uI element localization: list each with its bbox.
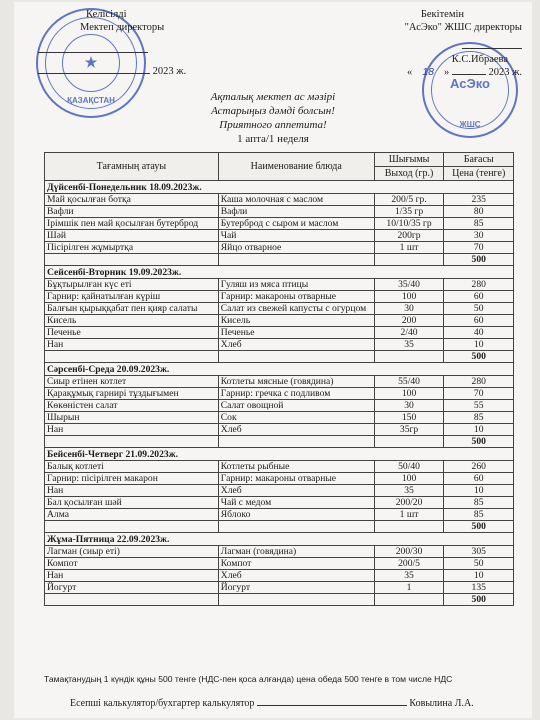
- approval-block-left: [38, 8, 186, 78]
- dish-name-kz: Балық котлеті: [45, 461, 219, 473]
- dish-yield: 50/40: [374, 461, 444, 473]
- menu-row: [45, 303, 514, 315]
- dish-yield: 1 шт: [374, 509, 444, 521]
- empty-cell: [218, 351, 374, 363]
- dish-name-ru: Компот: [218, 558, 374, 570]
- dish-price: 10: [444, 570, 514, 582]
- dish-price: 50: [444, 558, 514, 570]
- dish-yield: 35/40: [374, 279, 444, 291]
- price-note: Тамақтанудың 1 күндік құны 500 тенге (НДС-пен қоса алғанда) цена обеда 500 тенге в том числе НДС: [44, 674, 453, 684]
- dish-price: 80: [444, 206, 514, 218]
- col-header-price-kz: Бағасы: [444, 153, 514, 167]
- empty-cell: [45, 254, 219, 266]
- approval-day: 18: [422, 66, 434, 78]
- dish-price: 260: [444, 461, 514, 473]
- dish-name-kz: Кисель: [45, 315, 219, 327]
- dish-name-ru: Хлеб: [218, 339, 374, 351]
- empty-cell: [374, 351, 444, 363]
- dish-name-ru: Чай с медом: [218, 497, 374, 509]
- dish-name-ru: Бутерброд с сыром и маслом: [218, 218, 374, 230]
- day-header-row: [45, 266, 514, 279]
- dish-name-kz: Нан: [45, 424, 219, 436]
- agreed-label: Келісілді: [86, 9, 127, 20]
- day-total-row: [45, 351, 514, 363]
- menu-row: [45, 376, 514, 388]
- dish-yield: 55/40: [374, 376, 444, 388]
- day-total: 500: [444, 436, 514, 448]
- dish-price: 85: [444, 509, 514, 521]
- day-title: Сейсенбі-Вторник 19.09.2023ж.: [45, 266, 514, 279]
- dish-name-kz: Көкөністен салат: [45, 400, 219, 412]
- dish-price: 280: [444, 279, 514, 291]
- menu-row: [45, 473, 514, 485]
- dish-price: 85: [444, 497, 514, 509]
- day-total-row: [45, 436, 514, 448]
- day-total-row: [45, 254, 514, 266]
- menu-row: [45, 412, 514, 424]
- dish-price: 10: [444, 485, 514, 497]
- menu-row: [45, 206, 514, 218]
- dish-name-kz: Бал қосылған шәй: [45, 497, 219, 509]
- dish-price: 235: [444, 194, 514, 206]
- dish-name-ru: Салат из свежей капусты с огурцом: [218, 303, 374, 315]
- day-title: Бейсенбі-Четверг 21.09.2023ж.: [45, 448, 514, 461]
- dish-yield: 35: [374, 485, 444, 497]
- day-title: Сәрсенбі-Среда 20.09.2023ж.: [45, 363, 514, 376]
- dish-price: 85: [444, 218, 514, 230]
- dish-price: 60: [444, 291, 514, 303]
- dish-name-kz: Шырын: [45, 412, 219, 424]
- dish-name-kz: Сиыр етінен котлет: [45, 376, 219, 388]
- dish-yield: 200: [374, 315, 444, 327]
- empty-cell: [374, 436, 444, 448]
- dish-name-kz: Гарнир: қайнатылған күріш: [45, 291, 219, 303]
- day-header-row: [45, 448, 514, 461]
- dish-price: 60: [444, 315, 514, 327]
- left-school-seal: ★ ҚАЗАҚСТАН: [36, 8, 146, 118]
- menu-row: [45, 339, 514, 351]
- menu-row: [45, 558, 514, 570]
- dish-name-ru: Гуляш из мяса птицы: [218, 279, 374, 291]
- col-header-price-ru: Цена (тенге): [444, 167, 514, 181]
- dish-name-kz: Шәй: [45, 230, 219, 242]
- menu-row: [45, 230, 514, 242]
- day-total-row: [45, 594, 514, 606]
- day-total: 500: [444, 594, 514, 606]
- dish-yield: 1 шт: [374, 242, 444, 254]
- dish-name-kz: Нан: [45, 485, 219, 497]
- dish-price: 30: [444, 230, 514, 242]
- dish-name-ru: Сок: [218, 412, 374, 424]
- dish-name-ru: Котлеты мясные (говядина): [218, 376, 374, 388]
- dish-name-kz: Йогурт: [45, 582, 219, 594]
- dish-name-kz: Қарақұмық гарнирі тұздығымен: [45, 388, 219, 400]
- dish-name-ru: Йогурт: [218, 582, 374, 594]
- dish-yield: 200гр: [374, 230, 444, 242]
- empty-cell: [45, 351, 219, 363]
- menu-table: [44, 152, 514, 606]
- empty-cell: [374, 254, 444, 266]
- dish-name-kz: Алма: [45, 509, 219, 521]
- menu-row: [45, 327, 514, 339]
- day-total-row: [45, 521, 514, 533]
- director-name: К.С.Ибраева: [451, 54, 508, 65]
- dish-name-ru: Кисель: [218, 315, 374, 327]
- dish-name-ru: Салат овощной: [218, 400, 374, 412]
- bon-appetit-kz: Астарыңыз дәмді болсын!: [211, 105, 335, 117]
- dish-yield: 10/10/35 гр: [374, 218, 444, 230]
- menu-row: [45, 388, 514, 400]
- dish-name-ru: Чай: [218, 230, 374, 242]
- dish-name-ru: Хлеб: [218, 424, 374, 436]
- dish-yield: 200/5: [374, 558, 444, 570]
- dish-yield: 30: [374, 400, 444, 412]
- dish-name-ru: Каша молочная с маслом: [218, 194, 374, 206]
- dish-price: 280: [444, 376, 514, 388]
- dish-yield: 200/30: [374, 546, 444, 558]
- dish-yield: 100: [374, 291, 444, 303]
- right-company-seal: АсЭко ЖШС: [422, 42, 518, 138]
- dish-yield: 35гр: [374, 424, 444, 436]
- accountant-label: Есепші калькулятор/бухгартер калькулятор: [70, 698, 255, 709]
- menu-document: [14, 2, 532, 718]
- dish-name-ru: Вафли: [218, 206, 374, 218]
- dish-price: 85: [444, 412, 514, 424]
- empty-cell: [218, 254, 374, 266]
- dish-name-kz: Нан: [45, 570, 219, 582]
- dish-name-kz: Нан: [45, 339, 219, 351]
- empty-cell: [45, 521, 219, 533]
- dish-price: 50: [444, 303, 514, 315]
- dish-yield: 150: [374, 412, 444, 424]
- day-total: 500: [444, 254, 514, 266]
- menu-row: [45, 509, 514, 521]
- col-header-yield-ru: Выход (гр.): [374, 167, 444, 181]
- col-header-kz: Тағамның атауы: [45, 153, 219, 181]
- day-header-row: [45, 181, 514, 194]
- accountant-name: Ковылина Л.А.: [409, 698, 474, 709]
- empty-cell: [218, 436, 374, 448]
- dish-price: 60: [444, 473, 514, 485]
- dish-yield: 35: [374, 570, 444, 582]
- dish-name-kz: Вафли: [45, 206, 219, 218]
- day-total: 500: [444, 351, 514, 363]
- dish-name-kz: Лагман (сиыр еті): [45, 546, 219, 558]
- dish-name-ru: Хлеб: [218, 570, 374, 582]
- menu-title-kz: Ақталық мектеп ас мәзірі: [210, 91, 336, 103]
- week-label: 1 апта/1 неделя: [237, 133, 309, 145]
- menu-row: [45, 546, 514, 558]
- dish-name-ru: Яблоко: [218, 509, 374, 521]
- empty-cell: [374, 594, 444, 606]
- dish-yield: 200/5 гр.: [374, 194, 444, 206]
- dish-yield: 1: [374, 582, 444, 594]
- col-header-yield-kz: Шығымы: [374, 153, 444, 167]
- accountant-line: [70, 698, 474, 709]
- bon-appetit-ru: Приятного аппетита!: [219, 119, 327, 131]
- dish-name-ru: Яйцо отварное: [218, 242, 374, 254]
- menu-row: [45, 570, 514, 582]
- dish-yield: 30: [374, 303, 444, 315]
- school-director-label: Мектеп директоры: [80, 22, 165, 33]
- dish-yield: 1/35 гр: [374, 206, 444, 218]
- empty-cell: [218, 521, 374, 533]
- dish-yield: 35: [374, 339, 444, 351]
- menu-row: [45, 291, 514, 303]
- dish-name-ru: Печенье: [218, 327, 374, 339]
- empty-cell: [45, 436, 219, 448]
- menu-row: [45, 194, 514, 206]
- menu-row: [45, 400, 514, 412]
- menu-row: [45, 582, 514, 594]
- menu-row: [45, 461, 514, 473]
- dish-name-kz: Бұқтырылған күс еті: [45, 279, 219, 291]
- dish-yield: 200/20: [374, 497, 444, 509]
- menu-row: [45, 315, 514, 327]
- dish-price: 305: [444, 546, 514, 558]
- dish-name-kz: Пісірілген жұмыртқа: [45, 242, 219, 254]
- menu-row: [45, 485, 514, 497]
- day-header-row: [45, 363, 514, 376]
- menu-row: [45, 279, 514, 291]
- empty-cell: [374, 521, 444, 533]
- dish-name-ru: Котлеты рыбные: [218, 461, 374, 473]
- dish-name-kz: Компот: [45, 558, 219, 570]
- dish-price: 70: [444, 388, 514, 400]
- dish-price: 10: [444, 424, 514, 436]
- dish-yield: 2/40: [374, 327, 444, 339]
- menu-row: [45, 218, 514, 230]
- approve-label: Бекітемін: [420, 9, 464, 20]
- left-year: 2023 ж.: [152, 66, 187, 77]
- dish-yield: 100: [374, 388, 444, 400]
- dish-name-ru: Хлеб: [218, 485, 374, 497]
- empty-cell: [45, 594, 219, 606]
- col-header-ru: Наименование блюда: [218, 153, 374, 181]
- dish-name-kz: Балғын қырыққабат пен қияр салаты: [45, 303, 219, 315]
- dish-price: 135: [444, 582, 514, 594]
- dish-price: 10: [444, 339, 514, 351]
- dish-price: 70: [444, 242, 514, 254]
- dish-price: 55: [444, 400, 514, 412]
- menu-row: [45, 242, 514, 254]
- dish-name-ru: Гарнир: гречка с подливом: [218, 388, 374, 400]
- approval-block-right: Бекітемін "АсЭко" ЖШС директоры К.С.Ибраева « 18 » 2023 ж.: [404, 9, 522, 78]
- dish-name-kz: Печенье: [45, 327, 219, 339]
- day-title: Дүйсенбі-Понедельник 18.09.2023ж.: [45, 181, 514, 194]
- dish-name-ru: Лагман (говядина): [218, 546, 374, 558]
- menu-row: [45, 424, 514, 436]
- day-title: Жұма-Пятница 22.09.2023ж.: [45, 533, 514, 546]
- dish-name-kz: Май қосылған ботқа: [45, 194, 219, 206]
- menu-title-block: [14, 90, 532, 146]
- company-director-label: "АсЭко" ЖШС директоры: [404, 22, 522, 33]
- day-header-row: [45, 533, 514, 546]
- day-total: 500: [444, 521, 514, 533]
- dish-name-ru: Гарнир: макароны отварные: [218, 473, 374, 485]
- empty-cell: [218, 594, 374, 606]
- right-year: 2023 ж.: [488, 67, 522, 78]
- dish-price: 40: [444, 327, 514, 339]
- menu-row: [45, 497, 514, 509]
- dish-name-kz: Ірімшік пен май қосылған бутерброд: [45, 218, 219, 230]
- dish-yield: 100: [374, 473, 444, 485]
- dish-name-ru: Гарнир: макароны отварные: [218, 291, 374, 303]
- dish-name-kz: Гарнир: пісірілген макарон: [45, 473, 219, 485]
